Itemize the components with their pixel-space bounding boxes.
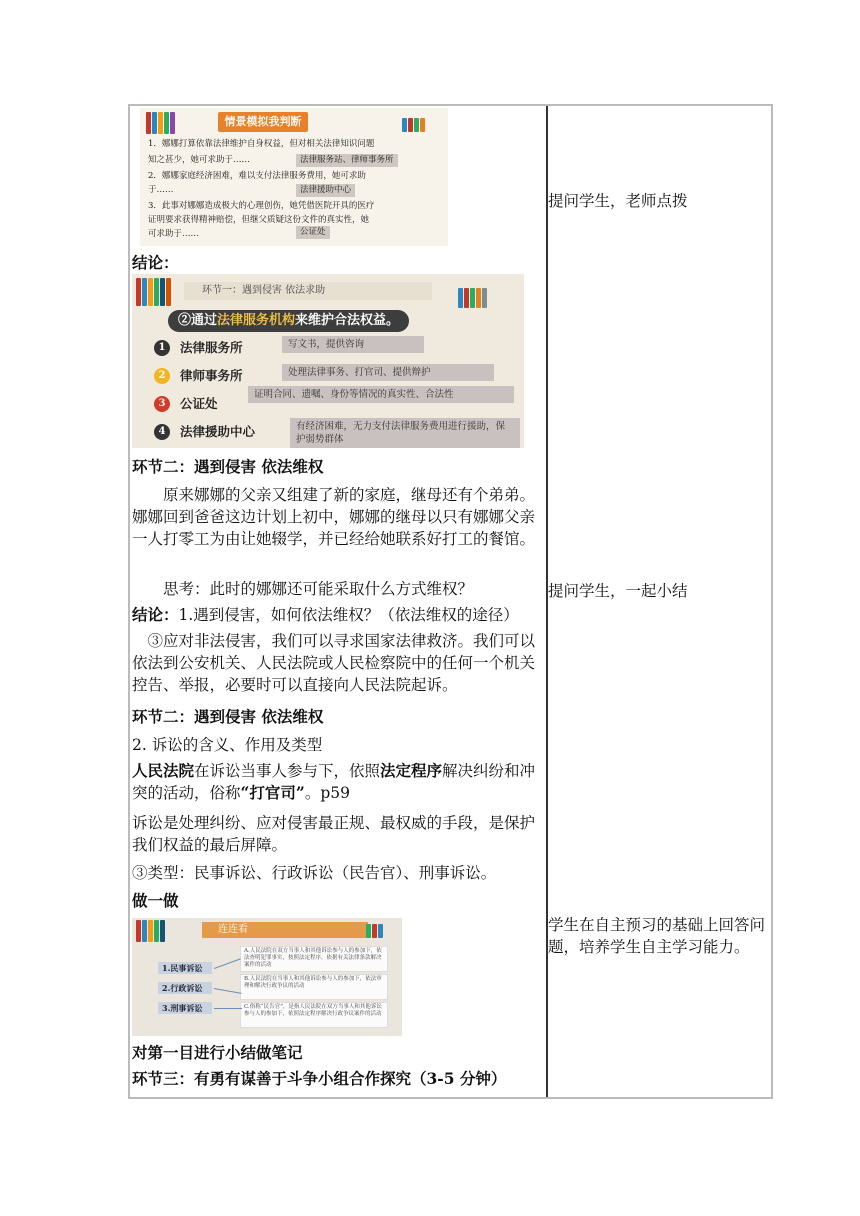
match-description: C.俗称“民告官”，是指人民法院在双方当事人和其他诉讼参与人的参加下，依照法定程序解决行政争议案件的活动	[240, 1002, 388, 1028]
item-number-badge: 1	[154, 340, 170, 356]
slide-title: 情景模拟我判断	[218, 112, 308, 132]
connector-line	[214, 988, 242, 994]
connector-line	[214, 1008, 242, 1009]
subheading: 2. 诉讼的含义、作用及类型	[132, 736, 323, 754]
item-number-badge: 3	[154, 396, 170, 412]
legal-services-slide-image	[132, 274, 524, 448]
section-title: 环节二：遇到侵害 依法维权	[132, 457, 324, 476]
slide-answer-box: 法律服务站、律师事务所	[296, 154, 398, 167]
match-description: A.人民法院在双方当事人和其他诉讼参与人的参加下，依法查明犯罪事实，按照法定程序，依据有关法律条款解决案件的活动	[240, 946, 388, 972]
slide-text-line: 证明要求获得精神赔偿，但继父质疑这份文件的真实性，她	[148, 215, 370, 225]
conclusion-line: 结论：1.遇到侵害，如何依法维权？（依法维权的途径）	[132, 605, 519, 624]
books-decoration-icon	[146, 112, 175, 134]
litigation-role: 诉讼是处理纠纷、应对侵害最正规、最权威的手段，是保护我们权益的最后屏障。	[132, 814, 536, 854]
slide-text-line: 3．此事对娜娜造成极大的心理创伤，她凭借医院开具的医疗	[148, 201, 375, 211]
match-item: 1.民事诉讼	[158, 962, 212, 974]
teacher-note: 学生在自主预习的基础上回答问题，培养学生自主学习能力。	[548, 916, 766, 956]
match-item: 2.行政诉讼	[158, 982, 212, 994]
item-number-badge: 4	[154, 424, 170, 440]
content-column	[132, 106, 544, 1097]
slide-header: 环节一：遇到侵害 依法求助	[184, 282, 432, 300]
activity-column	[548, 106, 772, 1097]
service-name: 公证处	[180, 396, 218, 411]
lesson-table	[128, 104, 773, 1099]
service-description: 有经济困难，无力支付法律服务费用进行援助，保护弱势群体	[290, 418, 520, 448]
section-title: 环节二：遇到侵害 依法维权	[132, 707, 324, 726]
slide-subtitle: ②通过法律服务机构来维护合法权益。	[168, 310, 409, 332]
service-description: 证明合同、遗嘱、身份等情况的真实性、合法性	[248, 386, 514, 403]
conclusion-label: 结论：	[132, 253, 179, 272]
books-decoration-icon	[402, 118, 425, 132]
slide-text-line: 知之甚少，她可求助于……	[148, 155, 251, 165]
books-decoration-icon	[136, 278, 171, 306]
slide-text-line: 2．娜娜家庭经济困难，难以支付法律服务费用，她可求助	[148, 171, 366, 181]
service-name: 律师事务所	[180, 368, 243, 383]
match-description: B.人民法院在当事人和其他诉讼参与人的参加下，依法审理和解决行政争议的活动	[240, 974, 388, 1000]
slide-text-line: 1．娜娜打算依靠法律维护自身权益，但对相关法律知识问题	[148, 139, 375, 149]
exercise-title: 做一做	[132, 891, 179, 910]
connector-line	[214, 958, 241, 969]
books-decoration-icon	[366, 924, 383, 938]
teacher-note: 提问学生，老师点拨	[548, 192, 688, 210]
summary-note: 对第一目进行小结做笔记	[132, 1043, 303, 1062]
match-item: 3.刑事诉讼	[158, 1002, 212, 1014]
matching-slide-image	[132, 918, 402, 1036]
slide-answer-box: 法律援助中心	[296, 184, 355, 197]
service-name: 法律援助中心	[180, 424, 256, 439]
scenario-slide-image	[140, 108, 448, 246]
section-title: 环节三：有勇有谋善于斗争小组合作探究（3-5 分钟）	[132, 1069, 507, 1088]
slide-text-line: 于……	[148, 185, 174, 195]
teacher-note: 提问学生，一起小结	[548, 582, 688, 600]
question-paragraph: 思考：此时的娜娜还可能采取什么方式维权？	[163, 580, 474, 598]
slide-header: 连连看	[202, 922, 368, 938]
story-paragraph: 原来娜娜的父亲又组建了新的家庭，继母还有个弟弟。娜娜回到爸爸这边计划上初中，娜娜的继母以只有娜娜父亲一人打零工为由让她辍学，并已经给她联系好打工的餐馆。	[132, 486, 536, 548]
item-number-badge: 2	[154, 368, 170, 384]
litigation-definition: 人民法院在诉讼当事人参与下，依照法定程序解决纠纷和冲突的活动，俗称“打官司”。p59	[132, 761, 536, 802]
books-decoration-icon	[136, 920, 165, 942]
service-description: 处理法律事务、打官司、提供辩护	[282, 364, 494, 381]
slide-text-line: 可求助于……	[148, 229, 200, 239]
litigation-types: ③类型：民事诉讼、行政诉讼（民告官）、刑事诉讼。	[132, 864, 497, 882]
remedy-paragraph: ③应对非法侵害，我们可以寻求国家法律救济。我们可以依法到公安机关、人民法院或人民检察院中的任何一个机关控告、举报，必要时可以直接向人民法院起诉。	[132, 632, 536, 694]
service-name: 法律服务所	[180, 340, 243, 355]
service-description: 写文书，提供咨询	[282, 336, 424, 353]
books-decoration-icon	[458, 288, 487, 308]
slide-answer-box: 公证处	[296, 226, 330, 239]
